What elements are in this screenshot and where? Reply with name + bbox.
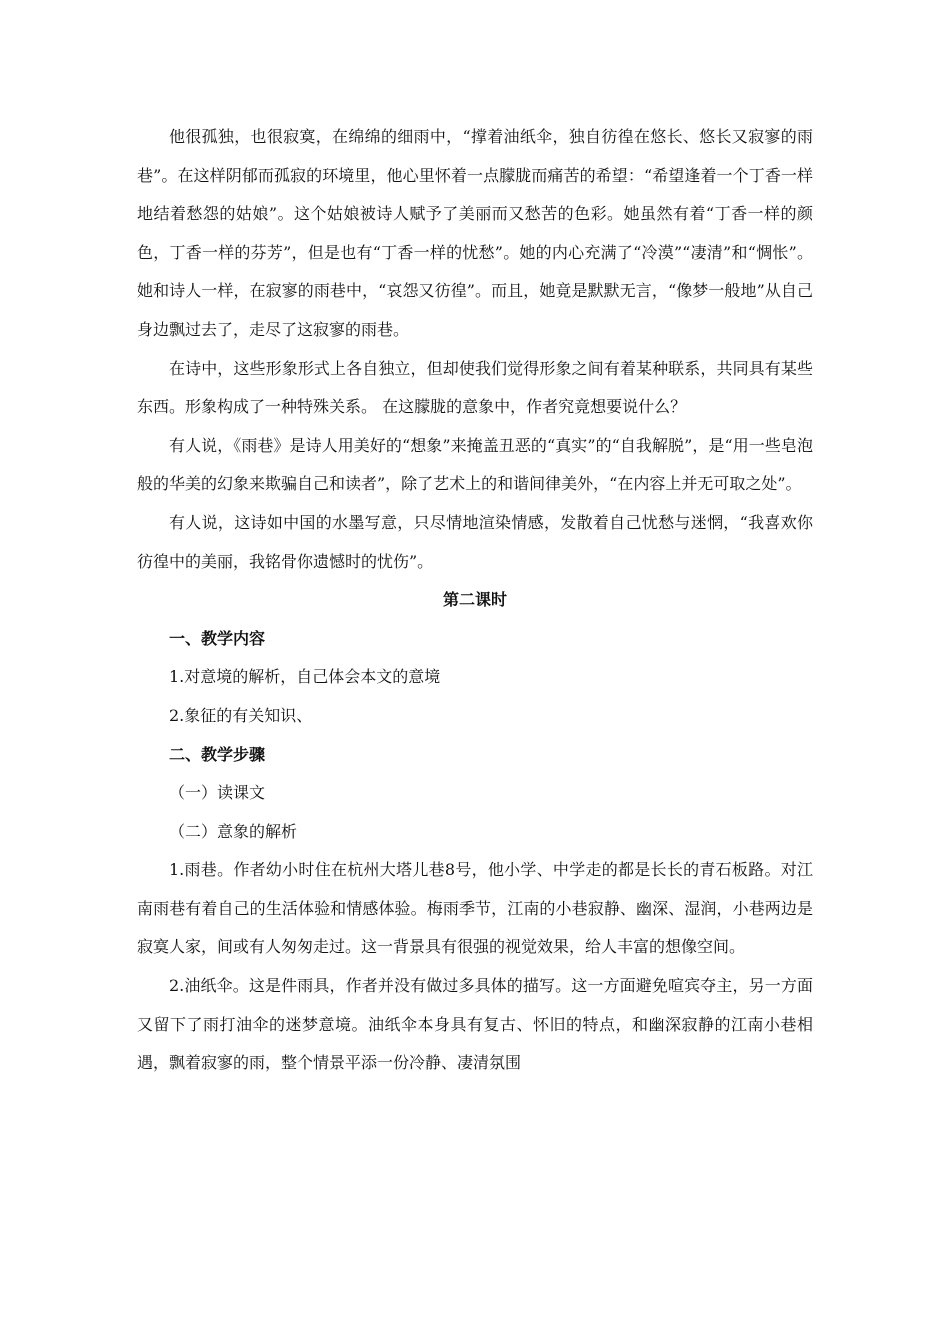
section-title: 第二课时 xyxy=(442,590,507,610)
heading-teaching-steps: 二、教学步骤 xyxy=(169,744,266,764)
body-paragraph: 他很孤独，也很寂寞，在绵绵的细雨中，“撑着油纸伞，独自彷徨在悠长、悠长又寂寥的雨巷”。在这样阴郁而孤寂的环境里，他心里怀着一点朦胧而痛苦的希望：“希望逢着一个丁香一样地结着愁怨的姑娘”。这个姑娘被诗人赋予了美丽而又愁苦的色彩。她虽然有着“丁香一样的颜色，丁香一样的芬芳”，但是也有“丁香一样的忧愁”。她的内心充满了“冷漠”“凄清”和“惆怅”。她和诗人一样，在寂寥的雨巷中，“哀怨又彷徨”。而且，她竟是默默无言，“像梦一般地”从自己身边飘过去了，走尽了这寂寥的雨巷。 xyxy=(137,127,813,339)
body-paragraph: 在诗中，这些形象形式上各自独立，但却使我们觉得形象之间有着某种联系，共同具有某些东西。形象构成了一种特殊关系。 在这朦胧的意象中，作者究竟想要说什么？ xyxy=(137,358,813,417)
step-item: （二）意象的解析 xyxy=(169,821,298,841)
list-item: 2.象征的有关知识、 xyxy=(169,705,313,725)
body-paragraph: 有人说，这诗如中国的水墨写意，只尽情地渲染情感，发散着自己忧愁与迷惘，“我喜欢你彷徨中的美丽，我铭骨你遗憾时的忧伤”。 xyxy=(137,512,813,571)
list-item: 1.对意境的解析，自己体会本文的意境 xyxy=(169,667,441,687)
heading-teaching-content: 一、教学内容 xyxy=(169,628,266,648)
body-paragraph: 2.油纸伞。这是件雨具，作者并没有做过多具体的描写。这一方面避免喧宾夺主，另一方面又留下了雨打油伞的迷梦意境。油纸伞本身具有复古、怀旧的特点，和幽深寂静的江南小巷相遇，飘着寂寥的雨，整个情景平添一份冷静、凄清氛围 xyxy=(137,976,813,1073)
step-item: （一）读课文 xyxy=(169,783,266,803)
body-paragraph: 1.雨巷。作者幼小时住在杭州大塔儿巷8号，他小学、中学走的都是长长的青石板路。对江南雨巷有着自己的生活体验和情感体验。梅雨季节，江南的小巷寂静、幽深、湿润，小巷两边是寂寞人家，间或有人匆匆走过。这一背景具有很强的视觉效果，给人丰富的想像空间。 xyxy=(137,860,813,957)
body-paragraph: 有人说，《雨巷》是诗人用美好的“想象”来掩盖丑恶的“真实”的“自我解脱”，是“用一些皂泡般的华美的幻象来欺骗自己和读者”，除了艺术上的和谐间律美外，“在内容上并无可取之处”。 xyxy=(137,435,813,494)
document-page xyxy=(137,118,813,1083)
